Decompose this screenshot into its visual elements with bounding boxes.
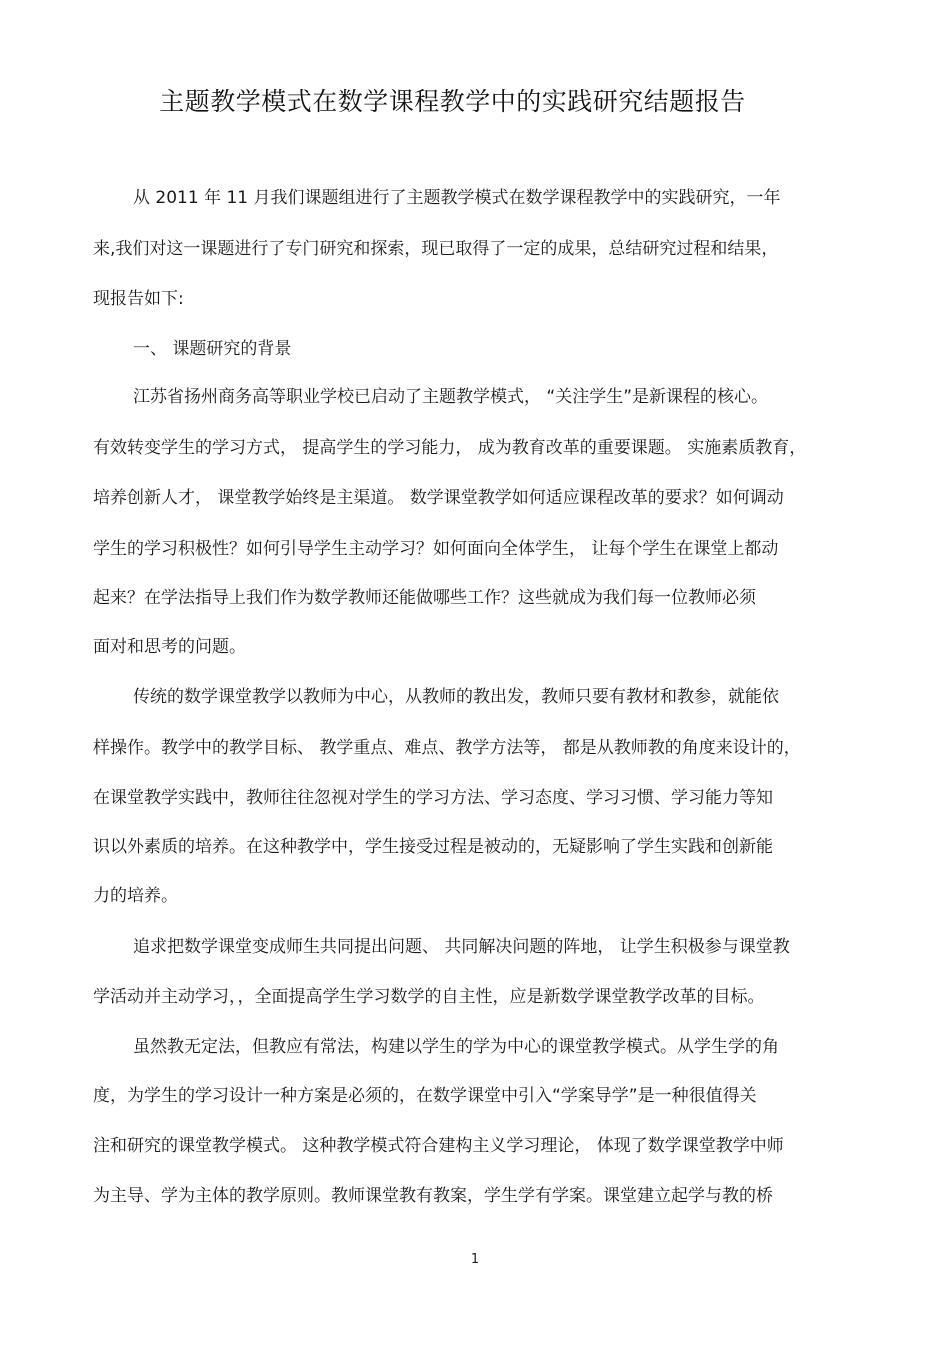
paragraph-line: 学生的学习积极性？如何引导学生主动学习？如何面向全体学生， 让每个学生在课堂上都动 <box>93 539 779 559</box>
paragraph-line: 样操作。教学中的教学目标、 教学重点、难点、教学方法等， 都是从教师教的角度来设计的， <box>93 738 801 758</box>
page-number: 1 <box>470 1252 480 1267</box>
paragraph-line: 度，为学生的学习设计一种方案是必须的，在数学课堂中引入“学案导学”是一种很值得关 <box>93 1086 757 1106</box>
paragraph-line: 培养创新人才， 课堂教学始终是主渠道。 数学课堂教学如何适应课程改革的要求？如何调动 <box>93 488 784 508</box>
paragraph-line: 识以外素质的培养。在这种教学中，学生接受过程是被动的，无疑影响了学生实践和创新能 <box>93 837 773 857</box>
paragraph-line: 江苏省扬州商务高等职业学校已启动了主题教学模式， “关注学生”是新课程的核心。 <box>133 387 769 407</box>
paragraph-line: 来,我们对这一课题进行了专门研究和探索，现已取得了一定的成果，总结研究过程和结果， <box>93 239 779 259</box>
paragraph-line: 虽然教无定法，但教应有常法，构建以学生的学为中心的课堂教学模式。从学生学的角 <box>133 1037 779 1057</box>
paragraph-line: 传统的数学课堂教学以教师为中心，从教师的教出发，教师只要有教材和教参，就能依 <box>133 687 779 707</box>
paragraph-line: 从 2011 年 11 月我们课题组进行了主题教学模式在数学课程教学中的实践研究，一年 <box>133 188 781 208</box>
paragraph-line: 现报告如下: <box>93 289 184 309</box>
paragraph-line: 追求把数学课堂变成师生共同提出问题、 共同解决问题的阵地， 让学生积极参与课堂教 <box>133 937 790 957</box>
paragraph-line: 注和研究的课堂教学模式。 这种教学模式符合建构主义学习理论， 体现了数学课堂教学中师 <box>93 1136 784 1156</box>
paragraph-line: 面对和思考的问题。 <box>93 637 246 657</box>
document-title: 主题教学模式在数学课程教学中的实践研究结题报告 <box>159 87 746 116</box>
paragraph-line: 为主导、学为主体的教学原则。教师课堂教有教案，学生学有学案。课堂建立起学与教的桥 <box>93 1186 773 1206</box>
paragraph-line: 有效转变学生的学习方式， 提高学生的学习能力， 成为教育改革的重要课题。 实施素质教育， <box>93 438 807 458</box>
paragraph-line: 力的培养。 <box>93 886 178 906</box>
paragraph-line: 在课堂教学实践中，教师往往忽视对学生的学习方法、学习态度、学习习惯、学习能力等知 <box>93 788 773 808</box>
section-heading: 一、 课题研究的背景 <box>133 339 292 359</box>
paragraph-line: 起来？在学法指导上我们作为数学教师还能做哪些工作？这些就成为我们每一位教师必须 <box>93 588 756 608</box>
paragraph-line: 学活动并主动学习，，全面提高学生学习数学的自主性，应是新数学课堂教学改革的目标。 <box>93 987 765 1007</box>
